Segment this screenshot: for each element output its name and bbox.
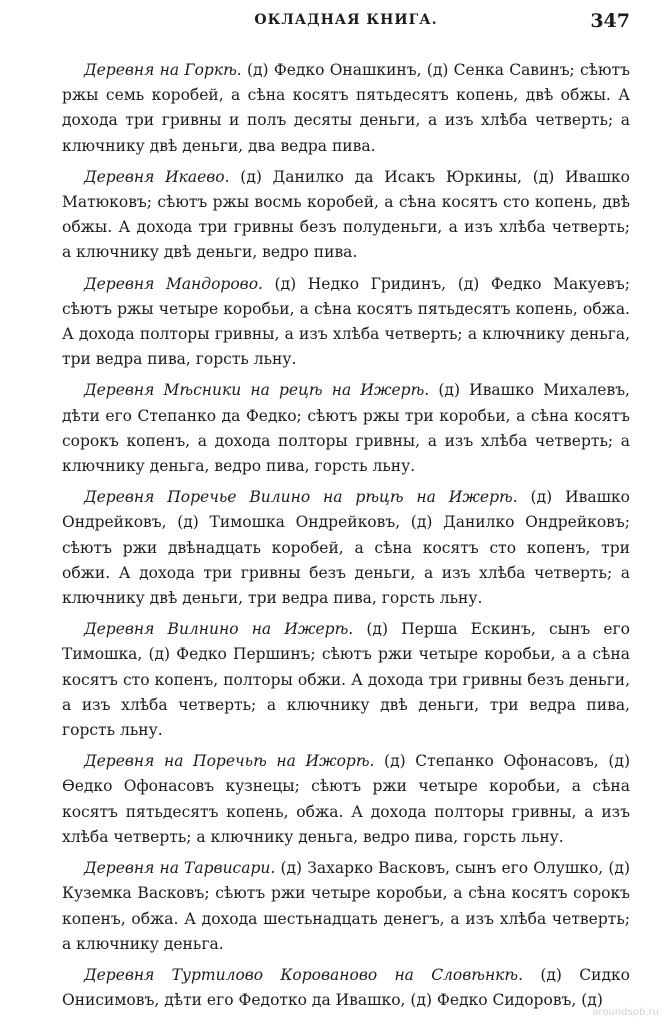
entry-text: (д) Недко Гридинъ, (д) Федко Макуевъ; сѣютъ ржы четыре коробьи, а сѣна косятъ пятьдесятъ копень, обжа. А дохода полторы гривны, а изъ хлѣба четверть; а ключнику деньга, три ведра пива, горсть льну. (62, 274, 630, 369)
running-head (62, 12, 630, 40)
entry-tarvisari (62, 856, 630, 957)
entry-placename: Деревня Поречье Вилино на рѣцѣ на Ижерѣ. (84, 488, 518, 507)
entry-placename: Деревня Вилнино на Ижерѣ. (84, 620, 354, 639)
entry-placename: Деревня Икаево. (84, 167, 230, 186)
entry-text: (д) Ивашко Михалевъ, дѣти его Степанко да Федко; сѣютъ ржы три коробьи, а сѣна косятъ сорокъ копенъ, а дохода полторы гривны, а изъ хлѣба четверть; а ключнику деньга, ведро пива, горсть льну. (62, 381, 630, 476)
body-text (62, 58, 630, 1013)
entry-placename: Деревня Мандорово. (84, 274, 263, 293)
entry-gorka (62, 58, 630, 159)
entry-placename: Деревня на Тарвисари. (84, 859, 276, 878)
entry-turtilovo (62, 963, 630, 1013)
watermark: aroundspb.ru (592, 1007, 659, 1018)
entry-text: (д) Захарко Васковъ, сынъ его Олушко, (д) Куземка Васковъ; сѣютъ ржи четыре коробьи, а сѣна косятъ сорокъ копенъ, обжа. А дохода шестьнадцать денегъ, а изъ хлѣба четверть; а ключнику деньга. (62, 859, 630, 953)
entry-porechye-vilino (62, 485, 630, 611)
entry-text: (д) Перша Ескинъ, сынъ его Тимошка, (д) Федко Першинъ; сѣютъ ржи четыре коробьи, а а сѣна косятъ сто копенъ, полторы обжи. А дохода три гривны безъ деньги, а изъ хлѣба четверть; а ключнику двѣ деньги, три ведра пива, горсть льну. (62, 620, 630, 740)
entry-placename: Деревня на Горкѣ. (84, 61, 242, 79)
running-title: ОКЛАДНАЯ КНИГА. (254, 12, 438, 28)
entry-placename: Деревня Мѣсники на рецѣ на Ижерѣ. (84, 381, 430, 400)
entry-text: (д) Ивашко Ондрейковъ, (д) Тимошка Ондрейковъ, (д) Данилко Ондрейковъ; сѣютъ ржи двѣнадцать коробей, а сѣна косятъ сто копенъ, три обжи. А дохода три гривны безъ деньги, а изъ хлѣба четверть; а ключнику двѣ деньги, три ведра пива, горсть льну. (62, 488, 630, 608)
page-number: 347 (590, 10, 630, 32)
entry-mandorovo (62, 272, 630, 373)
entry-ikaevo (62, 165, 630, 266)
entry-porechye-izhora (62, 749, 630, 850)
entry-mesniki (62, 378, 630, 479)
entry-vilnino (62, 617, 630, 743)
entry-placename: Деревня Туртилово Корованово на Словѣнкѣ. (84, 965, 524, 984)
entry-text: (д) Данилко да Исакъ Юркины, (д) Ивашко Матюковъ; сѣютъ ржы восмь коробей, а сѣна косятъ сто копень, двѣ обжы. А дохода три гривны безъ полуденьги, а изъ хлѣба четверть; а ключнику двѣ деньги, ведро пива. (62, 167, 630, 262)
entry-placename: Деревня на Поречьѣ на Ижорѣ. (84, 752, 375, 771)
entry-text: (д) Степанко Офонасовъ, (д) Ѳедко Офонасовъ кузнецы; сѣютъ ржи четыре коробьи, а сѣна косятъ пятьдесятъ копень, обжа. А дохода полторы гривны, а изъ хлѣба четверть; а ключнику деньга, ведро пива, горсть льну. (62, 752, 630, 846)
entry-text: (д) Сидко Онисимовъ, дѣти его Федотко да Ивашко, (д) Федко Сидоровъ, (д) (62, 965, 631, 1010)
entry-text: (д) Федко Онашкинъ, (д) Сенка Савинъ; сѣютъ ржы семь коробей, а сѣна косятъ пятьдесятъ копень, двѣ обжы. А дохода три гривны и полъ десяты деньги, а изъ хлѣба четверть; а ключнику двѣ деньги, два ведра пива. (62, 61, 630, 155)
